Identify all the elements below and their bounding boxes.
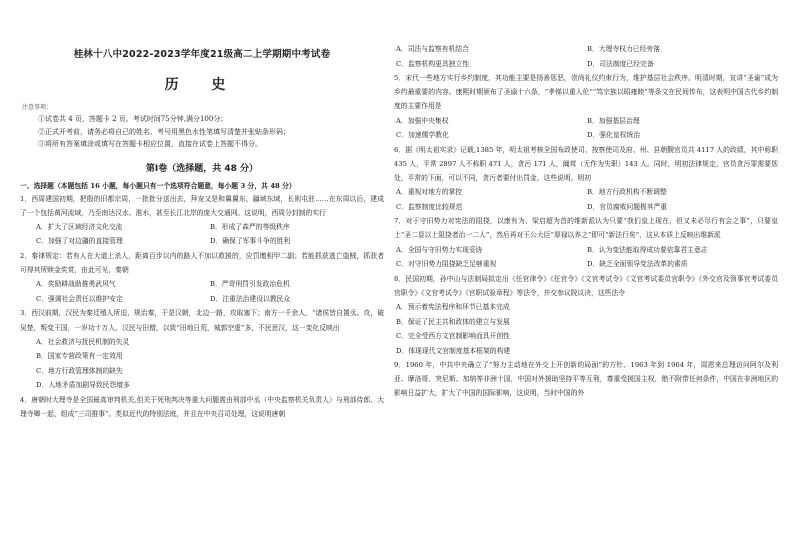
option-row bbox=[394, 200, 778, 215]
option: D．注重法治建设以教民众 bbox=[210, 294, 291, 303]
notice-item: ①试卷共 4 页，答题卡 2 页。考试时间75分钟,满分100分； bbox=[38, 115, 228, 123]
option-row bbox=[20, 277, 384, 292]
option: B．国家专营政策有一定效用 bbox=[36, 352, 123, 361]
question-stem: 4．唐朝时大理寺是全国最高审判机关,但关于死刑判决等重大问题需由刑部中丞（中央监察机关负责人）与刑部侍郎、大理寺卿一起，组成“三司推事”。类似近代的特别法庭，并且在中央召司处理，这说明唐朝 bbox=[20, 395, 384, 418]
question-stem: 5．宋代一些地方实行乡约制度，其功能主要是扬善惩恶，崇尚礼仪约束行为，维护基层社会秩序。明清时期，宣讲“圣谕”成为乡约最重要的内容。康熙时期颁布了圣谕十六条，“孝悌以重人伦”“笃宗族以昭雍睦”等条文在民间传布，这表明中国古代乡约制度的主要作用是 bbox=[394, 74, 778, 111]
option: B．地方行政机构不断调整 bbox=[587, 188, 667, 197]
option: A．重视对地方的掌控 bbox=[396, 188, 463, 197]
notice-item: ③将所有答案填涂或填写在答题卡相应位置，直接在试卷上答题不得分。 bbox=[38, 140, 262, 148]
option-row bbox=[20, 220, 384, 235]
option: B．认为变法能取得成功要依靠君主意志 bbox=[587, 245, 708, 254]
question-stem: 3．西汉前期，汉民为秦廷殖人所迫，规治秦，于是汉朝，北边一路，攻取塞下；南方一千余人，“诸侯皆自置丞。攻，破吴楚，叛变王国，一岁功十万人，汉民与田僧，以致“田地日荒，城郭空虚”多，不民思汉，这一变化反映出 bbox=[20, 309, 384, 332]
option-row bbox=[20, 234, 384, 249]
option-row bbox=[394, 128, 778, 143]
option: B．大理寺权力已经旁落 bbox=[587, 45, 660, 53]
option-row bbox=[394, 185, 778, 200]
option: B．保证了民主共和政体的建立与发展 bbox=[396, 317, 510, 326]
question-stem: 2．秦律规定：若有人在大道上杀人，距离百步以内的路人不加以救援的，应罚缴相甲二副；若能抓获逃亡盗贼，抓获者可得其所赎金奖赏，由此可见，秦朝 bbox=[20, 251, 384, 275]
option: D．司法制度已经完备 bbox=[587, 59, 654, 68]
option: C．加速儒学教化 bbox=[396, 131, 449, 140]
question-stem: 8．民国初期，孙中山与法制局拟定出《任官律令》《任官令》《文官考试令》《文官考试委员官职令》《外交官及领事官考试委员官职令》《文官考试令》《官职试验章程》等法令，并交参议院议决，这些法令 bbox=[394, 274, 778, 297]
option: A．加强中央集权 bbox=[396, 116, 449, 125]
option-row bbox=[20, 292, 384, 307]
option: C．监察机构更具独立性 bbox=[396, 59, 470, 68]
option: C．地方行政管理体制的缺失 bbox=[36, 366, 123, 375]
option-row bbox=[394, 42, 778, 57]
option: D．缺乏全面领导变法改革的素质 bbox=[587, 260, 688, 269]
section-instructions: 一、选择题（本题包括 16 小题，每小题只有一个选项符合题意，每小题 3 分，共 48 分） bbox=[20, 181, 296, 190]
option: D．体现现代文官制度基本框架的构建 bbox=[396, 346, 511, 355]
option: D．人地矛盾加剧导致民怨增多 bbox=[36, 381, 130, 390]
question-stem: 9．1960 年，中共中央确立了“努力主动地在外交上开创新的局面”的方针。1963 年到 1964 年，周恩来总理访问阿尔及利亚、摩洛哥、突尼斯、加纳等非洲十国，中国对外援助坚持平等互利，尊重受援国主权，绝不附带任何条件，中国在非洲地区的影响日益扩大，扩大了中国的国际影响，这说明，当时中国的外 bbox=[394, 361, 778, 398]
question-stem: 6．据《明太祖实录》记载,1385 年，明太祖考核全国布政使司、按察使司及府、州、县朝觐官员共 4117 人的政绩，其中称职 435 人，平常 2897 人不称职 471 人，贪污 171 人，阘茸（无作为失职）143 人。同时，明初法律规定，官员贪污罪需要惩处，平常的下面，可以不同，贪污者要付出罚金，这些说明，明初 bbox=[394, 145, 778, 183]
question-stem: 7．对于守旧势力对宪法的阻挠，以康有为、梁启超为首的维新派认为只要“我们皇上现在，但又未必尽行有会之事”，只要皇上“圣二显以上阻挠者治一二人”，然后再对王公大臣“厚禄以养之”即可“新法行矣”，这从本质上反映出维新派 bbox=[394, 217, 778, 240]
option: C．完全受西方文官制影响而具开创性 bbox=[396, 332, 510, 341]
option: D．官员腐败问题极其严重 bbox=[587, 202, 668, 211]
option-row bbox=[394, 243, 778, 258]
option-row bbox=[394, 257, 778, 272]
option: C．强调社会责任以维护安定 bbox=[36, 294, 123, 303]
option: A．奖励耕战助推勇武风气 bbox=[36, 280, 116, 289]
option: C．监察制度比较规范 bbox=[396, 202, 463, 211]
option: A．扩大了区域经济文化交流 bbox=[36, 222, 123, 231]
exam-title: 桂林十八中2022-2023学年度21级高二上学期期中考试卷 bbox=[73, 49, 331, 60]
left-column bbox=[20, 0, 384, 550]
option: A．全国与守旧势力实现妥协 bbox=[396, 245, 483, 254]
option: A．司法与监察有机结合 bbox=[396, 45, 469, 53]
question-stem: 1．西周建国初期，把殷的旧都宗周，一批批分送出去，拜宠又是和翼翼东，疆域东域，长则屯驻……在东周以后，建成了一个包括黄河流域，乃至南达汉水、淮水，甚至长江北岸的庞大交通网。这说明，西周分封制的实行 bbox=[20, 194, 384, 217]
option: A．预示着宪法程序和环节已基本完成 bbox=[396, 303, 510, 312]
option-row bbox=[394, 57, 778, 72]
option: D．确保了军事斗争的胜利 bbox=[210, 237, 291, 246]
option: B．严苛刑罚引发政治危机 bbox=[210, 280, 290, 289]
option: C．加强了对边疆的直接管理 bbox=[36, 237, 123, 246]
option-row bbox=[394, 114, 778, 129]
q4-options bbox=[394, 42, 778, 71]
option: A．社会救济与抚民机制的失灵 bbox=[36, 337, 130, 346]
notice-item: ②正式开考前，请务必将自己的姓名、考号用黑色水性笔填写清楚并张贴条形码； bbox=[38, 127, 290, 136]
exam-subject: 历 史 bbox=[164, 77, 240, 93]
option: D．强化皇权统治 bbox=[587, 131, 641, 140]
notice-heading: 注意事项： bbox=[22, 104, 53, 111]
section-title: 第Ⅰ卷（选择题，共 48 分） bbox=[145, 163, 259, 174]
option: B．形成了森严的等级秩序 bbox=[210, 222, 290, 231]
option: B．加强基层治理 bbox=[587, 116, 640, 125]
option: C．对守旧势力阻挠缺乏足够重视 bbox=[396, 260, 497, 269]
right-column bbox=[394, 0, 778, 550]
